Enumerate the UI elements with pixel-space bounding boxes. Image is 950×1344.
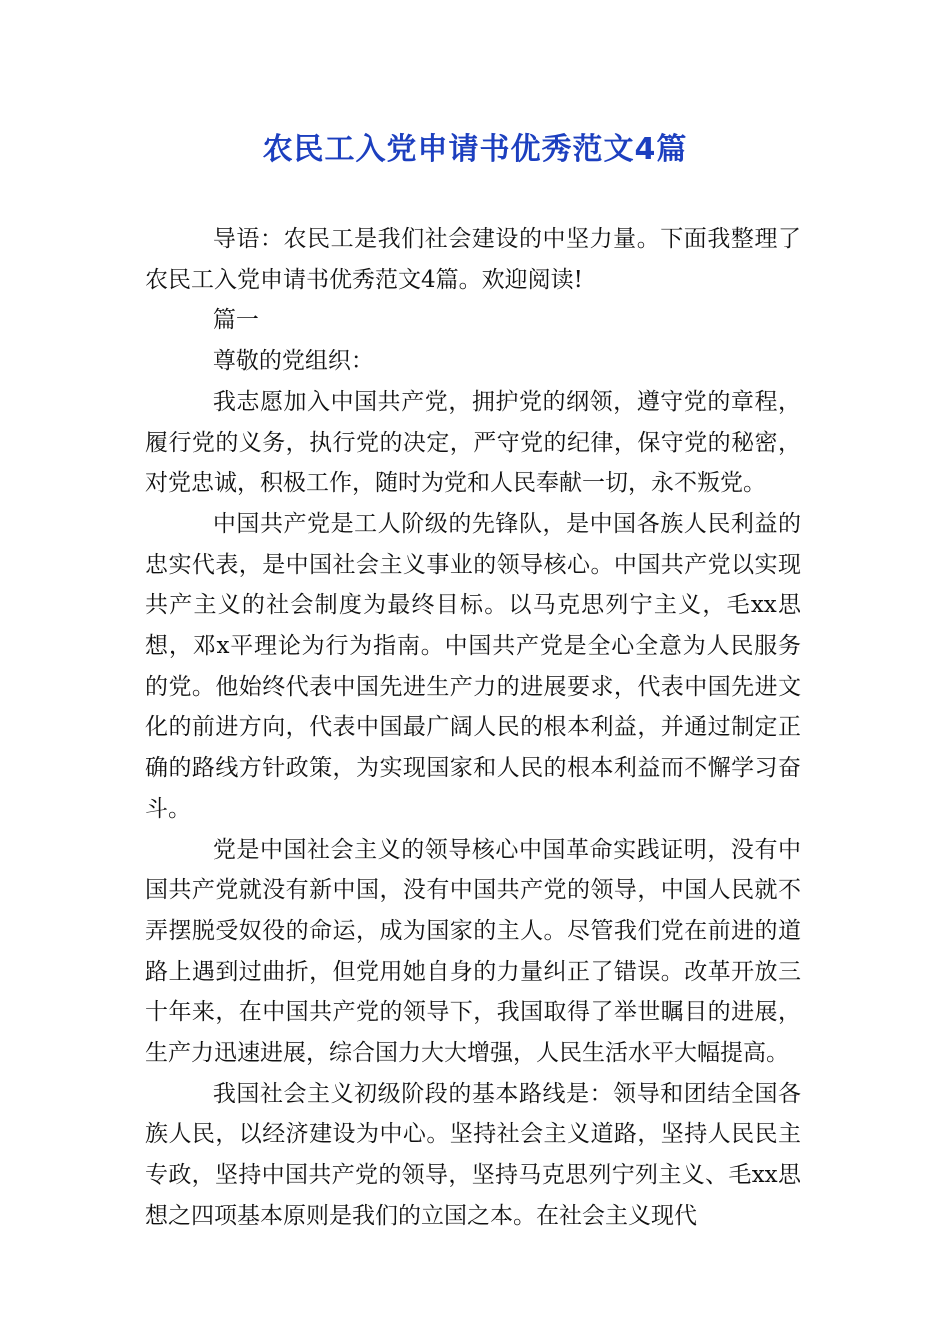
document-title: 农民工入党申请书优秀范文4篇 <box>262 132 688 167</box>
body-paragraph: 我国社会主义初级阶段的基本路线是：领导和团结全国各族人民，以经济建设为中心。坚持社会主义道路，坚持人民民主专政，坚持中国共产党的领导，坚持马克思列宁列主义、毛xx思想之四项基本原则是我们的立国之本。在社会主义现代 <box>145 1080 801 1229</box>
intro-paragraph: 导语：农民工是我们社会建设的中坚力量。下面我整理了农民工入党申请书优秀范文4篇。欢迎阅读! <box>145 226 801 293</box>
section-heading: 篇一 <box>212 307 259 334</box>
body-paragraph: 我志愿加入中国共产党，拥护党的纲领，遵守党的章程，履行党的义务，执行党的决定，严守党的纪律，保守党的秘密，对党忠诚，积极工作，随时为党和人民奉献一切，永不叛党。 <box>145 388 801 497</box>
body-paragraph: 中国共产党是工人阶级的先锋队，是中国各族人民利益的忠实代表，是中国社会主义事业的领导核心。中国共产党以实现共产主义的社会制度为最终目标。以马克思列宁主义，毛xx思想，邓x平理论为行为指南。中国共产党是全心全意为人民服务的党。他始终代表中国先进生产力的进展要求，代表中国先进文化的前进方向，代表中国最广阔人民的根本利益，并通过制定正确的路线方针政策，为实现国家和人民的根本利益而不懈学习奋斗。 <box>145 510 801 822</box>
body-paragraph: 党是中国社会主义的领导核心中国革命实践证明，没有中国共产党就没有新中国，没有中国共产党的领导，中国人民就不弄摆脱受奴役的命运，成为国家的主人。尽管我们党在前进的道路上遇到过曲折，但党用她自身的力量纠正了错误。改革开放三十年来，在中国共产党的领导下，我国取得了举世瞩目的进展，生产力迅速进展，综合国力大大增强，人民生活水平大幅提高。 <box>145 836 801 1067</box>
salutation: 尊敬的党组织： <box>212 348 374 375</box>
document-body <box>145 219 801 1237</box>
